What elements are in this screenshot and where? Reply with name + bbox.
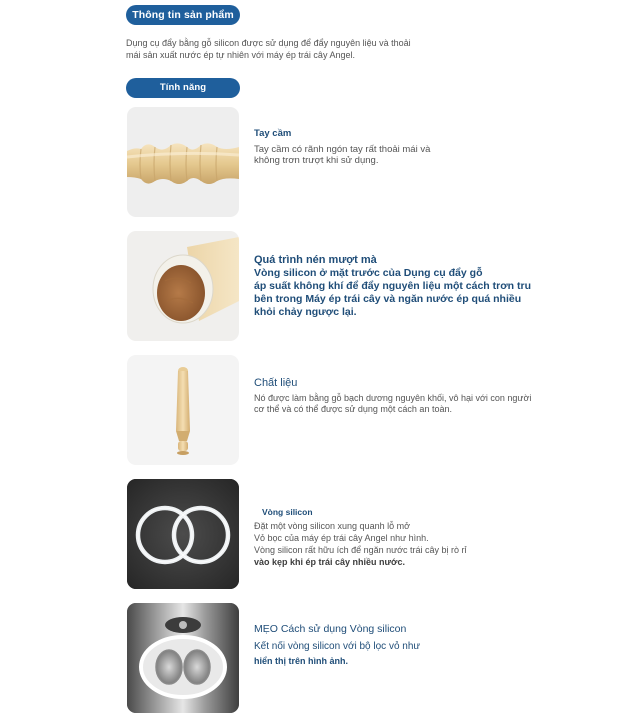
feature-material-text — [254, 393, 531, 415]
feature-compression-line: Vòng silicon ở mặt trước của Dụng cụ đẩy gỗ — [254, 267, 483, 279]
silicon-ring-pusher-image — [127, 231, 239, 341]
feature-handle-line: Tay cầm có rãnh ngón tay rất thoải mái và — [254, 144, 431, 155]
wooden-pusher-image — [127, 355, 239, 465]
product-description: Dụng cụ đẩy bằng gỗ silicon được sử dụng để đẩy nguyên liệu và thoải mái sản xuất nước ép tự nhiên với máy ép trái cây Angel. — [126, 38, 411, 60]
wooden-handle-image — [127, 107, 239, 217]
feature-tip-line: Kết nối vòng silicon với bộ lọc vỏ như — [254, 641, 421, 652]
feature-handle-line: không trơn trượt khi sử dụng. — [254, 155, 379, 166]
feature-compression-line: bên trong Máy ép trái cây và ngăn nước ép quá nhiều — [254, 293, 522, 305]
feature-tip-text — [254, 640, 420, 668]
product-info-heading: Thông tin sản phẩm — [126, 5, 240, 25]
feature-compression-line: áp suất không khí để đẩy nguyên liệu một cách trơn tru — [254, 280, 532, 292]
juicer-screen-image — [127, 603, 239, 713]
feature-handle-text — [254, 144, 430, 166]
features-heading: Tính năng — [126, 78, 240, 98]
feature-ring-title: Vòng silicon — [262, 507, 313, 517]
feature-ring-line: Vỏ bọc của máy ép trái cây Angel như hình. — [254, 533, 429, 543]
feature-ring-line: vào kẹp khi ép trái cây nhiều nước. — [254, 557, 405, 567]
feature-compression-text — [254, 267, 531, 319]
feature-material-line: cơ thể và có thể được sử dụng một cách an toàn. — [254, 404, 452, 414]
feature-tip-title: MẸO Cách sử dụng Vòng silicon — [254, 623, 407, 635]
feature-tip-line: hiển thị trên hình ảnh. — [254, 656, 348, 666]
feature-compression-title: Quá trình nén mượt mà — [254, 254, 377, 266]
feature-material-title: Chất liệu — [254, 377, 298, 389]
silicon-rings-image — [127, 479, 239, 589]
feature-handle-title: Tay cầm — [254, 128, 292, 139]
feature-compression-line: khỏi chảy ngược lại. — [254, 306, 357, 318]
feature-ring-line: Đặt một vòng silicon xung quanh lỗ mở — [254, 521, 410, 531]
feature-ring-text — [254, 520, 467, 568]
feature-material-line: Nó được làm bằng gỗ bạch dương nguyên khối, vô hại với con người — [254, 393, 532, 403]
feature-ring-line: Vòng silicon rất hữu ích để ngăn nước trái cây bị rò rỉ — [254, 545, 467, 555]
